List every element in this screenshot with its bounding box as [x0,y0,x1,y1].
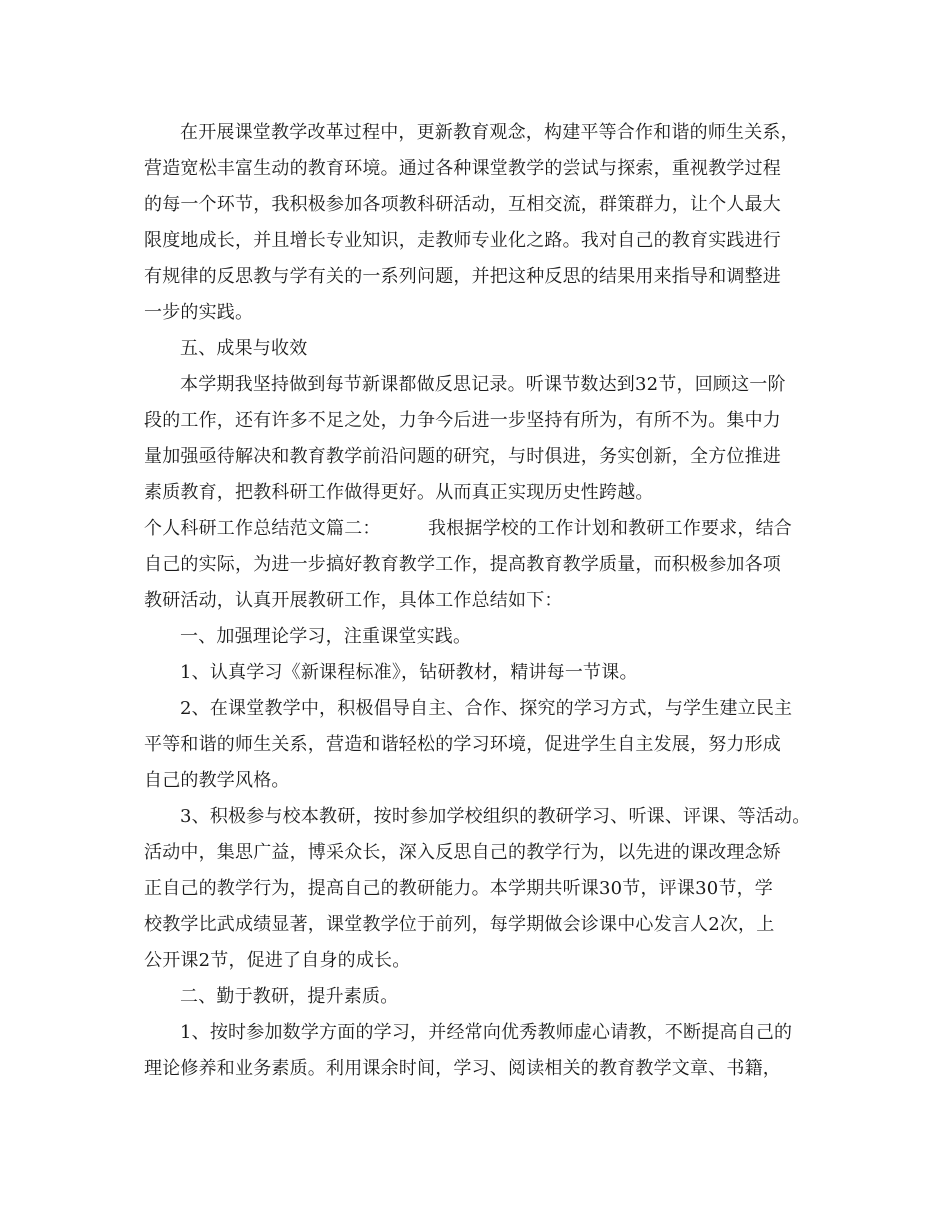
text-line: 营造宽松丰富生动的教育环境。通过各种课堂教学的尝试与探索，重视教学过程 [144,158,781,179]
text-line: 理论修养和业务素质。利用课余时间，学习、阅读相关的教育教学文章、书籍， [144,1058,781,1079]
text-line: 有规律的反思教与学有关的一系列问题，并把这种反思的结果用来指导和调整进 [144,266,781,287]
text-line: 活动中，集思广益，博采众长，深入反思自己的教学行为，以先进的课改理念矫 [144,842,781,863]
text-line: 素质教育，把教科研工作做得更好。从而真正实现历史性跨越。 [144,482,654,503]
text-line: 的每一个环节，我积极参加各项教科研活动，互相交流，群策群力，让个人最大 [144,194,781,215]
text-line: 段的工作，还有许多不足之处，力争今后进一步坚持有所为，有所不为。集中力 [144,410,781,431]
section-heading: 一、加强理论学习，注重课堂实践。 [180,626,472,647]
text-line: 公开课2节，促进了自身的成长。 [144,950,411,971]
text-line: 本学期我坚持做到每节新课都做反思记录。听课节数达到32节，回顾这一阶 [180,374,786,395]
text-line: 自己的实际，为进一步搞好教育教学工作，提高教育教学质量，而积极参加各项 [144,554,781,575]
text-line: 在开展课堂教学改革过程中，更新教育观念，构建平等合作和谐的师生关系， [180,122,799,143]
text-line: 校教学比武成绩显著，课堂教学位于前列，每学期做会诊课中心发言人2次，上 [144,914,775,935]
text-line: 平等和谐的师生关系，营造和谐轻松的学习环境，促进学生自主发展，努力形成 [144,734,781,755]
text-line: 1、按时参加数学方面的学习，并经常向优秀教师虚心请教，不断提高自己的 [180,1022,793,1043]
text-line: 量加强亟待解决和教育教学前沿问题的研究，与时俱进，务实创新，全方位推进 [144,446,781,467]
text-line: 2、在课堂教学中，积极倡导自主、合作、探究的学习方式，与学生建立民主 [180,698,793,719]
text-line: 自己的教学风格。 [144,770,290,791]
section-heading: 五、成果与收效 [180,338,308,359]
text-line: 教研活动，认真开展教研工作，具体工作总结如下： [144,590,563,611]
text-line: 限度地成长，并且增长专业知识，走教师专业化之路。我对自己的教育实践进行 [144,230,781,251]
text-line: 1、认真学习《新课程标准》，钻研教材，精讲每一节课。 [180,662,638,683]
section-heading: 二、勤于教研，提升素质。 [180,986,399,1007]
text-line: 3、积极参与校本教研，按时参加学校组织的教研学习、听课、评课、等活动。 [180,806,811,827]
text-line: 正自己的教学行为，提高自己的教研能力。本学期共听课30节，评课30节，学 [144,878,774,899]
text-line: 一步的实践。 [144,302,254,323]
article-title-line: 个人科研工作总结范文篇二： 我根据学校的工作计划和教研工作要求，结合 [144,518,792,539]
